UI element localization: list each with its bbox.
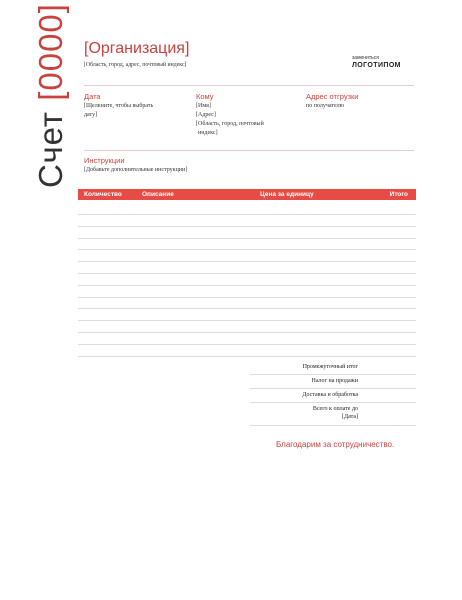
invoice-word: Счет	[32, 110, 69, 188]
subtotal-line	[250, 374, 416, 375]
table-row[interactable]	[78, 320, 416, 321]
total-due-line	[250, 425, 416, 426]
total-due-date[interactable]: [Дата]	[342, 414, 358, 420]
table-row[interactable]	[78, 344, 416, 345]
table-row[interactable]	[78, 308, 416, 309]
instructions-label: Инструкции	[84, 156, 125, 165]
table-row[interactable]	[78, 226, 416, 227]
to-label: Кому	[196, 92, 214, 101]
organization-address[interactable]: [Область, город, адрес, почтовый индекс]	[84, 62, 187, 68]
tax-line	[250, 388, 416, 389]
organization-name[interactable]: [Организация]	[84, 40, 190, 57]
logo-caption: замениться	[352, 55, 379, 61]
table-row[interactable]	[78, 297, 416, 298]
date-value-line-1: [Щелкните, чтобы выбрать	[84, 103, 154, 109]
subtotal-label: Промежуточный итог	[302, 364, 358, 370]
total-due-label: Всего к оплате до	[312, 406, 358, 412]
ship-label: Адрес отгрузки	[306, 92, 359, 101]
to-address: [Адрес]	[196, 112, 216, 118]
to-region-line-2: индекс]	[198, 130, 218, 136]
to-name: [Имя]	[196, 103, 211, 109]
invoice-number[interactable]: [0000]	[32, 3, 69, 101]
instructions-value[interactable]: [Добавьте дополнительные инструкции]	[84, 167, 188, 173]
shipping-label: Доставка и обработка	[302, 392, 358, 398]
tax-label: Налог на продажи	[311, 378, 358, 384]
col-unit-price: Цена за единицу	[260, 191, 314, 198]
table-row[interactable]	[78, 356, 416, 357]
col-description: Описание	[142, 191, 174, 198]
shipping-line	[250, 402, 416, 403]
date-value-line-2: дату]	[84, 112, 98, 118]
col-total: Итого	[389, 191, 408, 198]
to-region-line-1: [Область, город, почтовый	[196, 121, 264, 127]
thanks-message: Благодарим за сотрудничество.	[276, 440, 395, 449]
to-value[interactable]	[196, 102, 264, 138]
table-row[interactable]	[78, 238, 416, 239]
ship-value[interactable]: по получателю	[306, 103, 345, 109]
date-label: Дата	[84, 92, 101, 101]
table-row[interactable]	[78, 273, 416, 274]
table-row[interactable]	[78, 249, 416, 250]
table-row[interactable]	[78, 214, 416, 215]
table-row[interactable]	[78, 332, 416, 333]
items-table-header	[78, 189, 416, 200]
col-quantity: Количество	[84, 191, 122, 198]
table-row[interactable]	[78, 285, 416, 286]
logo-placeholder[interactable]: ЛОГОТИПОМ	[352, 62, 401, 69]
date-value[interactable]	[84, 102, 153, 120]
invoice-title	[34, 3, 67, 188]
header-divider	[84, 85, 414, 86]
info-divider	[84, 150, 414, 151]
table-row[interactable]	[78, 261, 416, 262]
